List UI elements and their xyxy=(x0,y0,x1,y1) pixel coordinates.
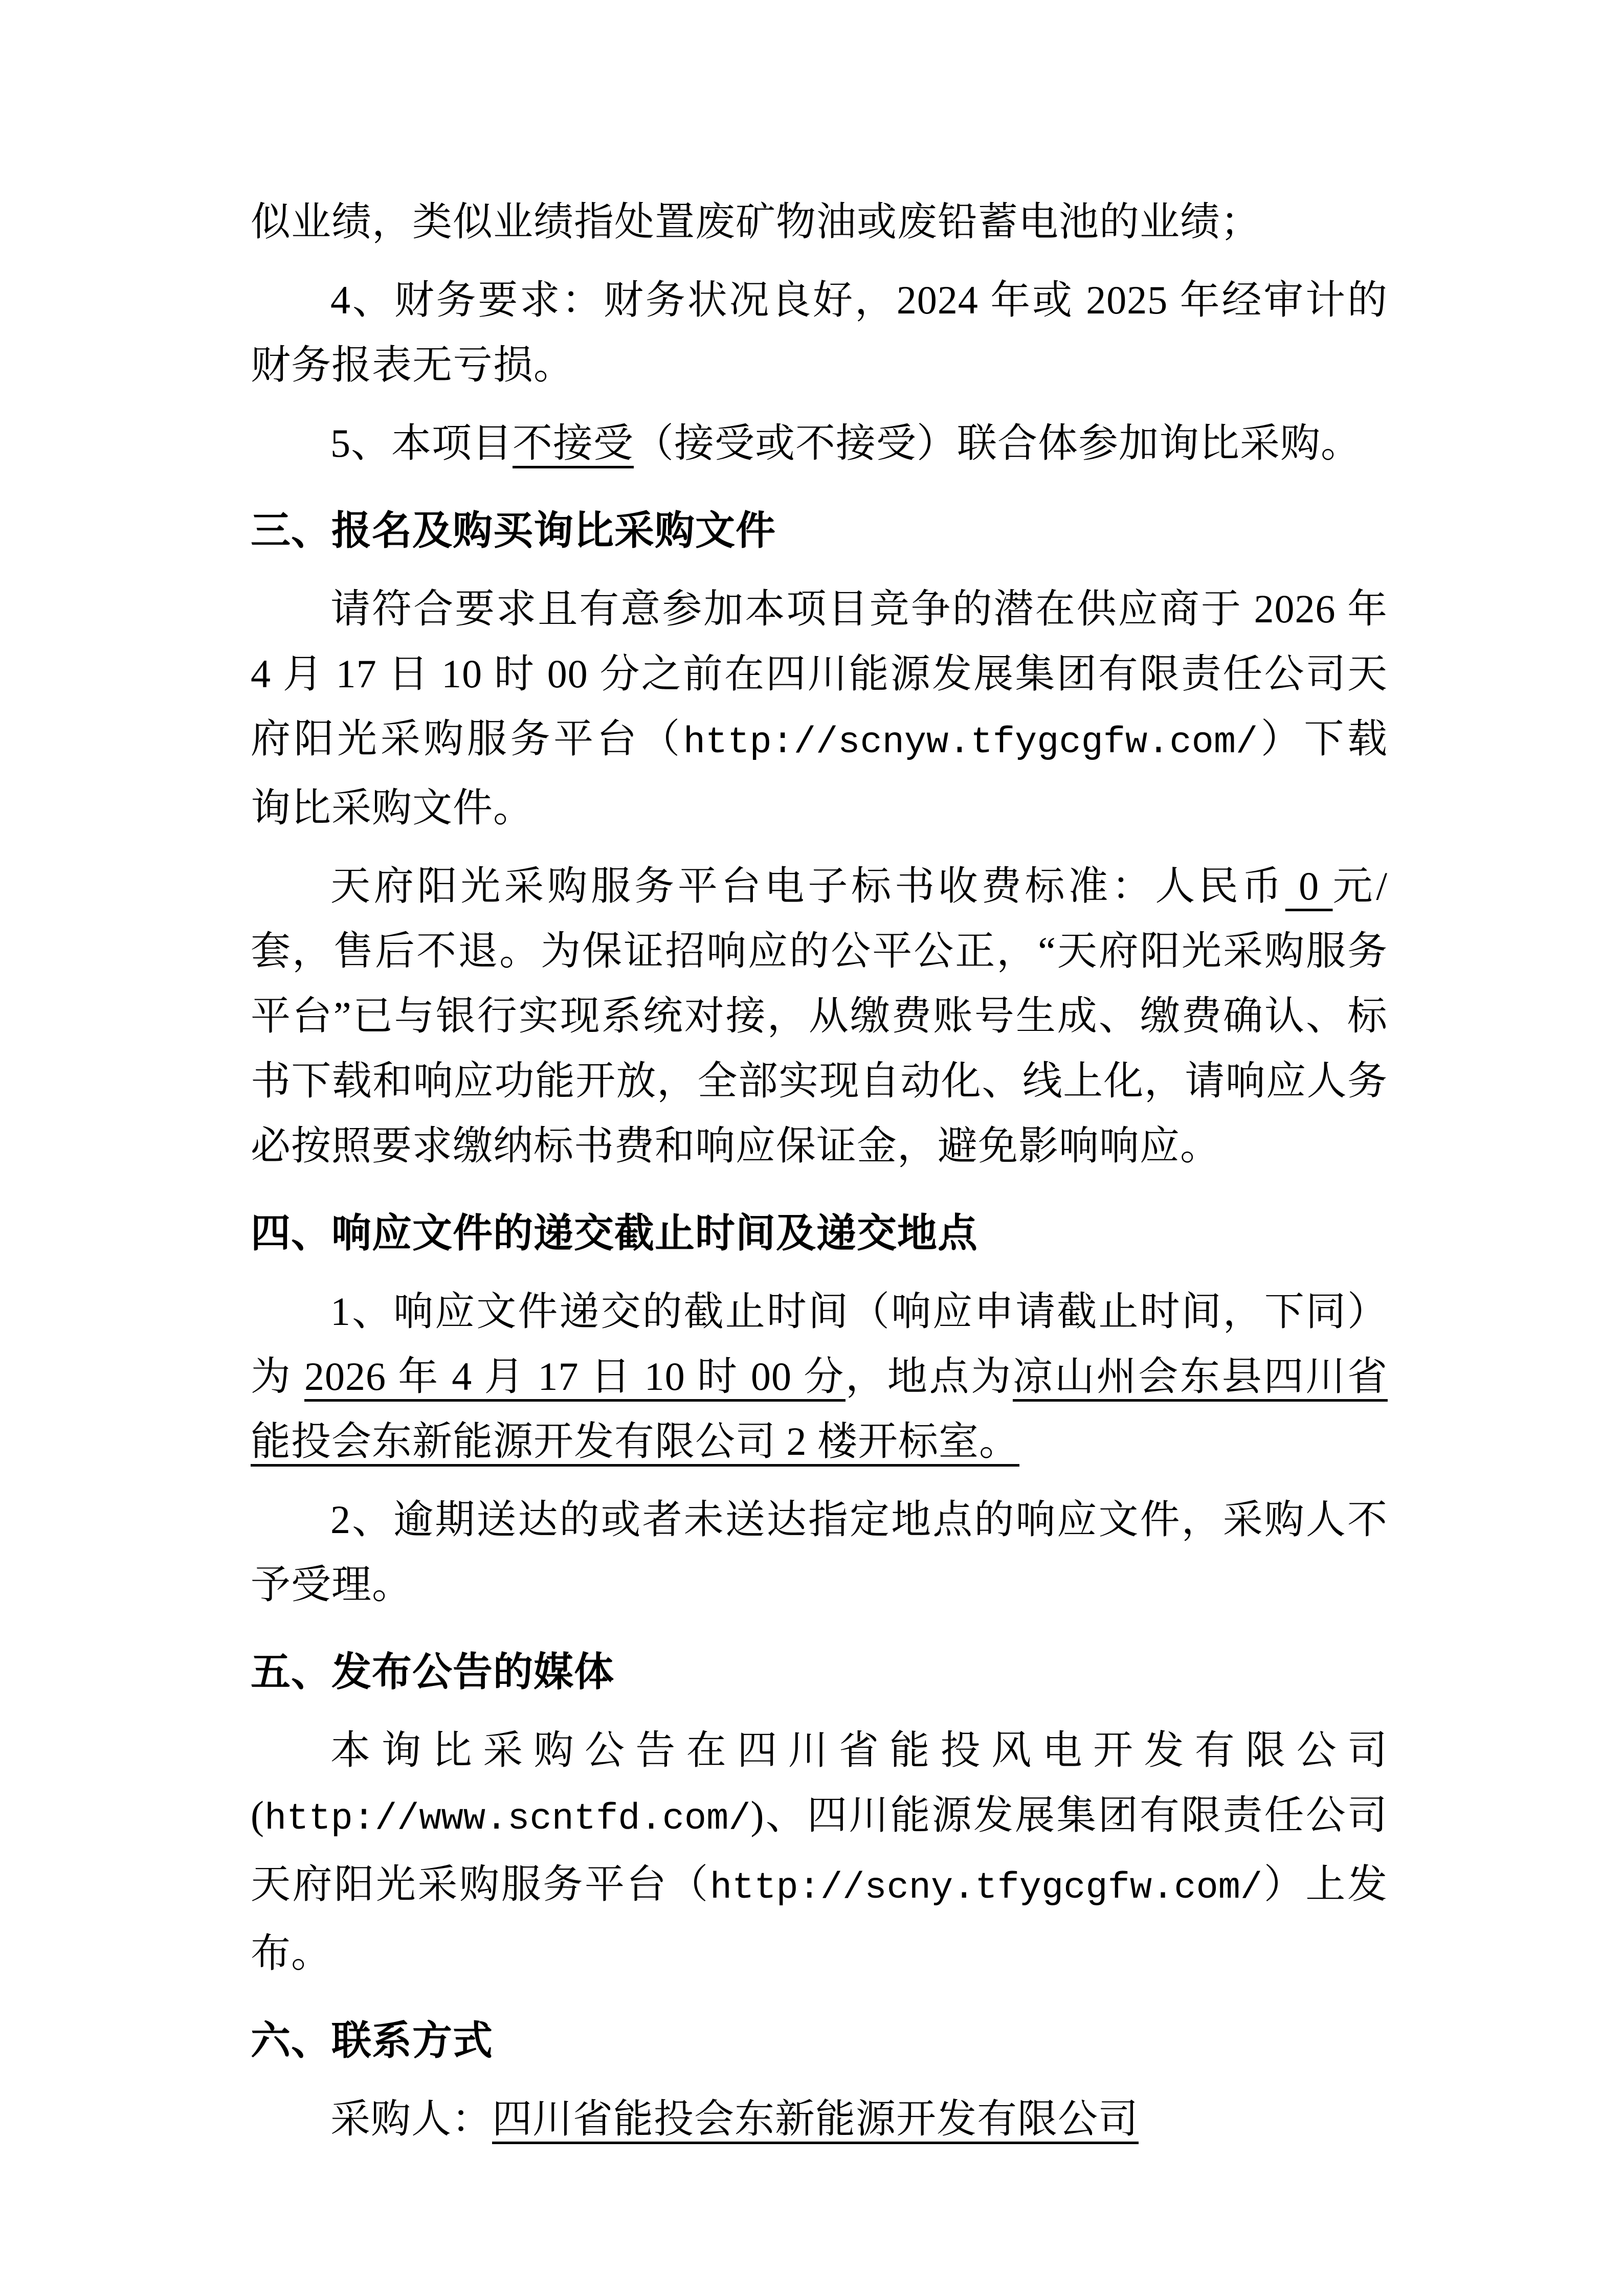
text-run: 5、本项目 xyxy=(330,421,513,465)
document-content xyxy=(251,176,1398,2165)
section-heading xyxy=(251,1639,1388,1704)
underlined-text: 凉山州会东县四川省能投会东新能源开发有限公司 2 楼开标室。 xyxy=(251,1354,1388,1464)
underlined-text: 2026 年 4 月 17 日 10 时 00 分 xyxy=(304,1354,846,1399)
text-run: 请符合要求且有意参加本项目竞争的潜在供应商于 2026 年 4 月 17 日 10 时 00 分之前在四川能源发展集团有限责任公司天府阳光采购服务平台（ xyxy=(251,587,1398,761)
underlined-text: 不接受 xyxy=(513,421,634,465)
text-run: 4、财务要求：财务状况良好，2024 年或 2025 年经审计的财务报表无亏损。 xyxy=(251,278,1388,387)
section-heading xyxy=(251,498,1388,563)
url-text: http://scny.tfygcgfw.com/ xyxy=(709,1867,1263,1909)
body-paragraph xyxy=(251,1279,1388,1474)
body-paragraph xyxy=(251,576,1398,840)
section-heading xyxy=(251,1201,1388,1266)
text-run: ，地点为 xyxy=(845,1354,1013,1399)
url-text: http://scnyw.tfygcgfw.com/ xyxy=(683,722,1258,763)
text-run: 六、联系方式 xyxy=(251,2018,494,2063)
text-run: 四、响应文件的递交截止时间及递交地点 xyxy=(251,1210,978,1255)
text-run: 似业绩，类似业绩指处置废矿物油或废铅蓄电池的业绩； xyxy=(251,199,1261,244)
body-paragraph xyxy=(251,1487,1388,1617)
text-run: 采购人： xyxy=(330,2097,493,2141)
body-paragraph xyxy=(251,2086,1388,2151)
body-paragraph xyxy=(251,853,1388,1178)
text-run: 2、逾期送达的或者未送达指定地点的响应文件，采购人不予受理。 xyxy=(251,1497,1388,1607)
body-paragraph xyxy=(251,267,1388,397)
text-run: 五、发布公告的媒体 xyxy=(251,1649,615,1694)
text-run: 本询比采购公告在四川省能投风电开发有限公司( xyxy=(251,1728,1388,1837)
body-paragraph xyxy=(251,1718,1388,1986)
text-run: 天府阳光采购服务平台电子标书收费标准：人民币 xyxy=(330,864,1285,908)
text-run: （接受或不接受）联合体参加询比采购。 xyxy=(634,421,1362,465)
underlined-text: 0 xyxy=(1285,864,1333,908)
section-heading xyxy=(251,2008,1388,2073)
text-run: 三、报名及购买询比采购文件 xyxy=(251,508,776,553)
text-run: ）下载询比采购文件。 xyxy=(251,716,1388,830)
underlined-text: 四川省能投会东新能源开发有限公司 xyxy=(492,2097,1139,2141)
text-run: 1、响应文件递交的截止时间（响应申请截止时间，下同）为 xyxy=(251,1289,1388,1399)
text-run: ）上发布。 xyxy=(251,1862,1388,1975)
text-run: )、四川能源发展集团有限责任公司天府阳光采购服务平台（ xyxy=(251,1793,1388,1906)
body-paragraph xyxy=(251,189,1388,254)
url-text: http://www.scntfd.com/ xyxy=(264,1798,751,1840)
text-run: 元/套，售后不退。为保证招响应的公平公正，“天府阳光采购服务平台”已与银行实现系统对接，从缴费账号生成、缴费确认、标书下载和响应功能开放，全部实现自动化、线上化，请响应人务必按照要求缴纳标书费和响应保证金，避免影响响应。 xyxy=(251,864,1388,1168)
body-paragraph xyxy=(251,411,1388,476)
